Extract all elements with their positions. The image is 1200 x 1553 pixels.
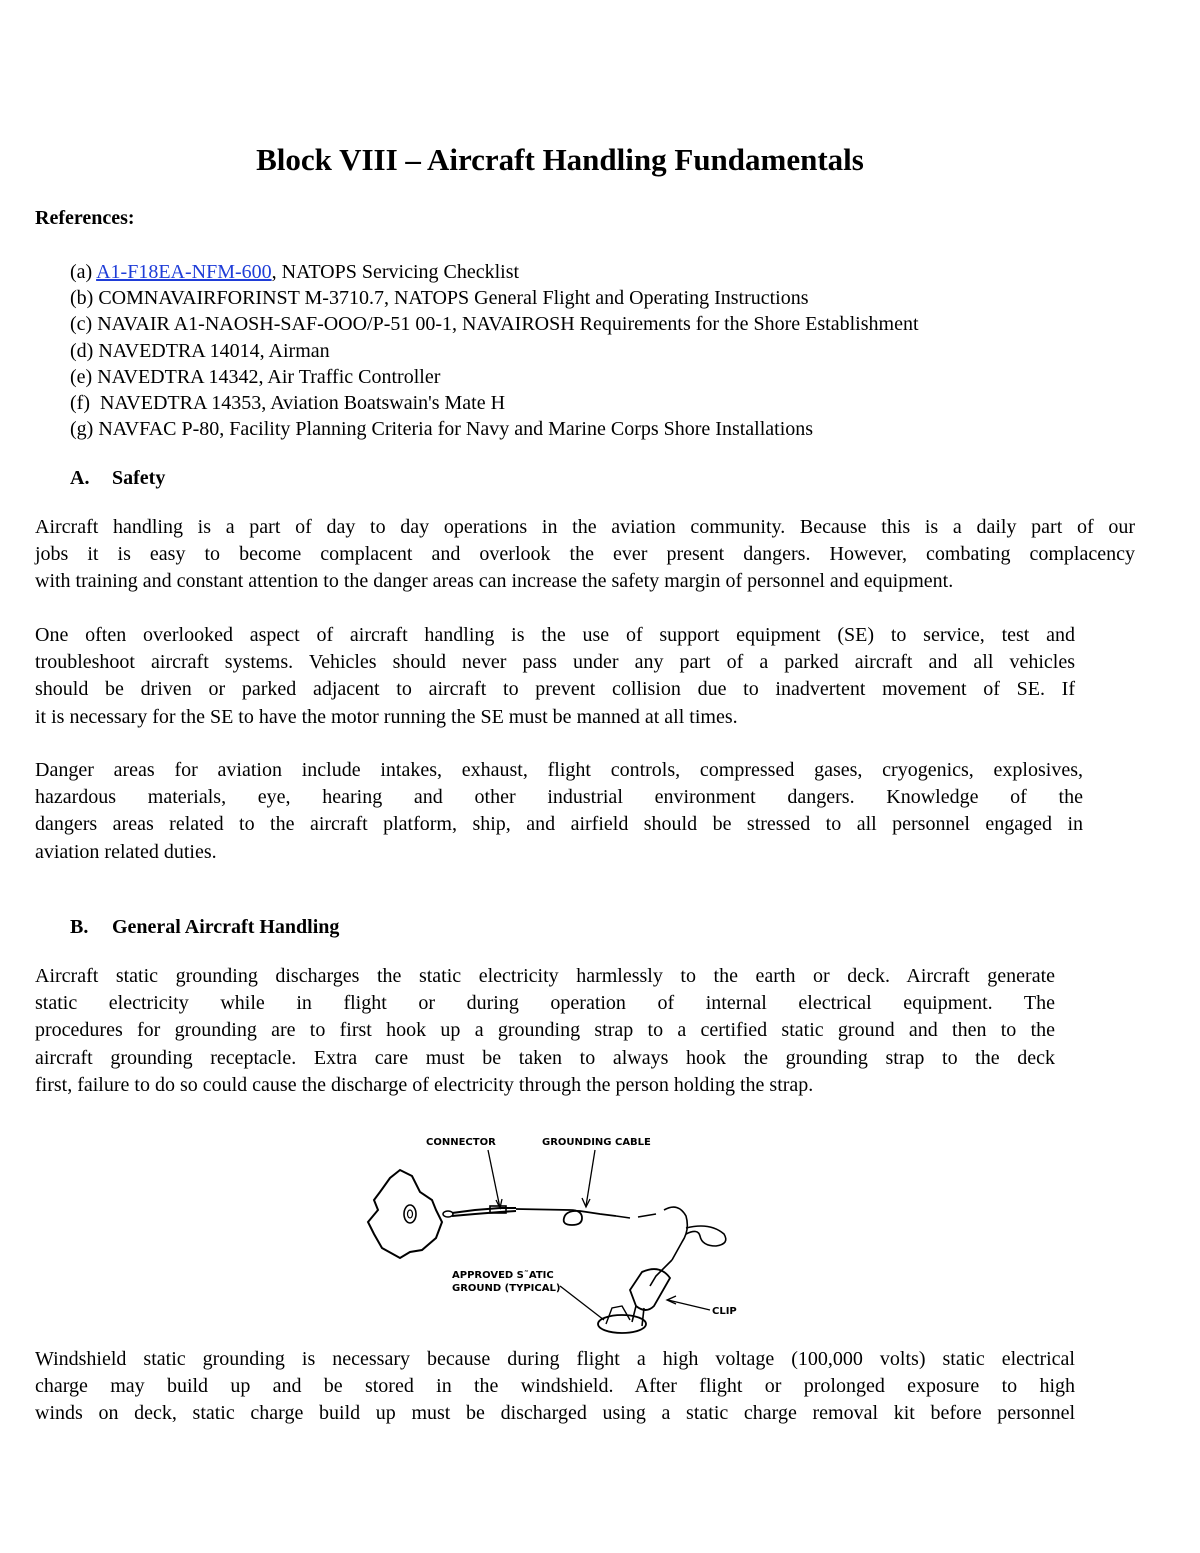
grounding-figure: [360, 1130, 740, 1340]
windshield-paragraph: [35, 1346, 1075, 1428]
cable-end-loop: [686, 1226, 726, 1246]
references-heading: References:: [35, 207, 135, 229]
clip-leader: [668, 1300, 710, 1310]
aircraft-skin-panel: [368, 1170, 442, 1258]
reference-label: (g): [70, 418, 99, 441]
text-line: One often overlooked aspect of aircraft handling is the use of support equipment (SE) to service, test and: [35, 624, 1075, 646]
static-ground-label-line1: APPROVED S˜ATIC: [452, 1270, 554, 1281]
text-line: first, failure to do so could cause the discharge of electricity through the person holding the strap.: [35, 1073, 814, 1096]
text-line: dangers areas related to the aircraft platform, ship, and airfield should be stressed to all personnel engaged in: [35, 813, 1083, 836]
reference-link[interactable]: A1-F18EA-NFM-600: [96, 261, 272, 283]
reference-text: , NATOPS Servicing Checklist: [271, 261, 520, 283]
clip-label: CLIP: [712, 1306, 737, 1317]
text-line: troubleshoot aircraft systems. Vehicles should never pass under any part of a parked aircraft and all vehicles: [35, 651, 1075, 674]
grounding-paragraph: [35, 963, 1055, 1099]
connector-label: CONNECTOR: [426, 1137, 496, 1148]
text-line: it is necessary for the SE to have the motor running the SE must be manned at all times.: [35, 705, 738, 728]
text-line: should be driven or parked adjacent to aircraft to prevent collision due to inadvertent movement of SE. If: [35, 678, 1075, 701]
safety-paragraph-1: [35, 514, 1135, 596]
text-line: jobs it is easy to become complacent and overlook the ever present dangers. However, combating complacency: [35, 543, 1135, 566]
text-line: charge may build up and be stored in the windshield. After flight or prolonged exposure to high: [35, 1375, 1075, 1398]
receptacle-icon: [404, 1205, 416, 1223]
safety-paragraph-2: [35, 622, 1075, 731]
section-a-heading: [70, 467, 165, 490]
text-line: Danger areas for aviation include intakes, exhaust, flight controls, compressed gases, cryogenics, explosives,: [35, 759, 1083, 781]
safety-paragraph-3: [35, 757, 1083, 866]
receptacle-center: [408, 1210, 413, 1218]
text-line: aircraft grounding receptacle. Extra care must be taken to always hook the grounding strap to the deck: [35, 1046, 1055, 1069]
section-b-heading: [70, 916, 339, 939]
reference-label: (a): [70, 261, 97, 283]
text-line: with training and constant attention to the danger areas can increase the safety margin of personnel and equipment.: [35, 570, 954, 593]
page-title: Block VIII – Aircraft Handling Fundamentals: [256, 142, 864, 177]
grounding-diagram: [360, 1130, 740, 1340]
grounding-cable-coil: [516, 1209, 616, 1225]
grounding-cable-label: GROUNDING CABLE: [542, 1137, 651, 1148]
clip-arrowhead: [667, 1296, 676, 1304]
text-line: Windshield static grounding is necessary because during flight a high voltage (100,000 volts) static electrical: [35, 1348, 1075, 1370]
text-line: hazardous materials, eye, hearing and other industrial environment dangers. Knowledge of the: [35, 786, 1083, 809]
section-title: Safety: [112, 467, 166, 489]
cable-leader: [586, 1150, 595, 1206]
text-line: Aircraft handling is a part of day to day operations in the aviation community. Because this is a daily part of our: [35, 516, 1135, 538]
text-line: procedures for grounding are to first hook up a grounding strap to a certified static ground and then to the: [35, 1019, 1055, 1042]
text-line: Aircraft static grounding discharges the static electricity harmlessly to the earth or deck. Aircraft generate: [35, 965, 1055, 987]
reference-text: NAVEDTRA 14342, Air Traffic Controller: [97, 365, 441, 388]
reference-item-e: [70, 364, 919, 390]
section-letter: B.: [70, 916, 89, 938]
reference-label: (c): [70, 313, 98, 336]
text-line: winds on deck, static charge build up must be discharged using a static charge removal kit before personnel: [35, 1402, 1075, 1425]
reference-label: (f): [70, 392, 100, 415]
reference-list: [70, 259, 919, 442]
reference-text: NAVFAC P-80, Facility Planning Criteria for Navy and Marine Corps Shore Installations: [98, 418, 814, 441]
section-title: General Aircraft Handling: [112, 916, 340, 938]
section-letter: A.: [70, 467, 90, 489]
reference-item-d: [70, 338, 919, 364]
ground-leader: [560, 1286, 604, 1320]
reference-text: NAVEDTRA 14014, Airman: [98, 339, 330, 362]
reference-label: (b): [70, 287, 99, 310]
reference-label: (d): [70, 339, 99, 362]
text-line: aviation related duties.: [35, 840, 217, 863]
reference-item-g: [70, 416, 919, 442]
reference-item-a: [70, 259, 919, 285]
reference-label: (e): [70, 365, 98, 388]
text-line: static electricity while in flight or during operation of internal electrical equipment. The: [35, 992, 1055, 1015]
reference-text: NAVAIR A1-NAOSH-SAF-OOO/P-51 00-1, NAVAIROSH Requirements for the Shore Establishment: [97, 313, 919, 336]
static-ground-label-line2: GROUND (TYPICAL): [452, 1283, 561, 1294]
reference-item-f: [70, 390, 919, 416]
reference-item-c: [70, 311, 919, 337]
cable-lower: [650, 1260, 672, 1286]
grounding-cable: [616, 1207, 687, 1260]
connector-plug-icon: [443, 1211, 453, 1217]
clip-icon: [630, 1269, 670, 1310]
reference-text: COMNAVAIRFORINST M-3710.7, NATOPS General Flight and Operating Instructions: [98, 287, 809, 310]
reference-text: NAVEDTRA 14353, Aviation Boatswain's Mate H: [99, 392, 506, 415]
connector-leader: [488, 1150, 500, 1208]
static-ground-pad: [598, 1315, 646, 1333]
reference-item-b: [70, 285, 919, 311]
